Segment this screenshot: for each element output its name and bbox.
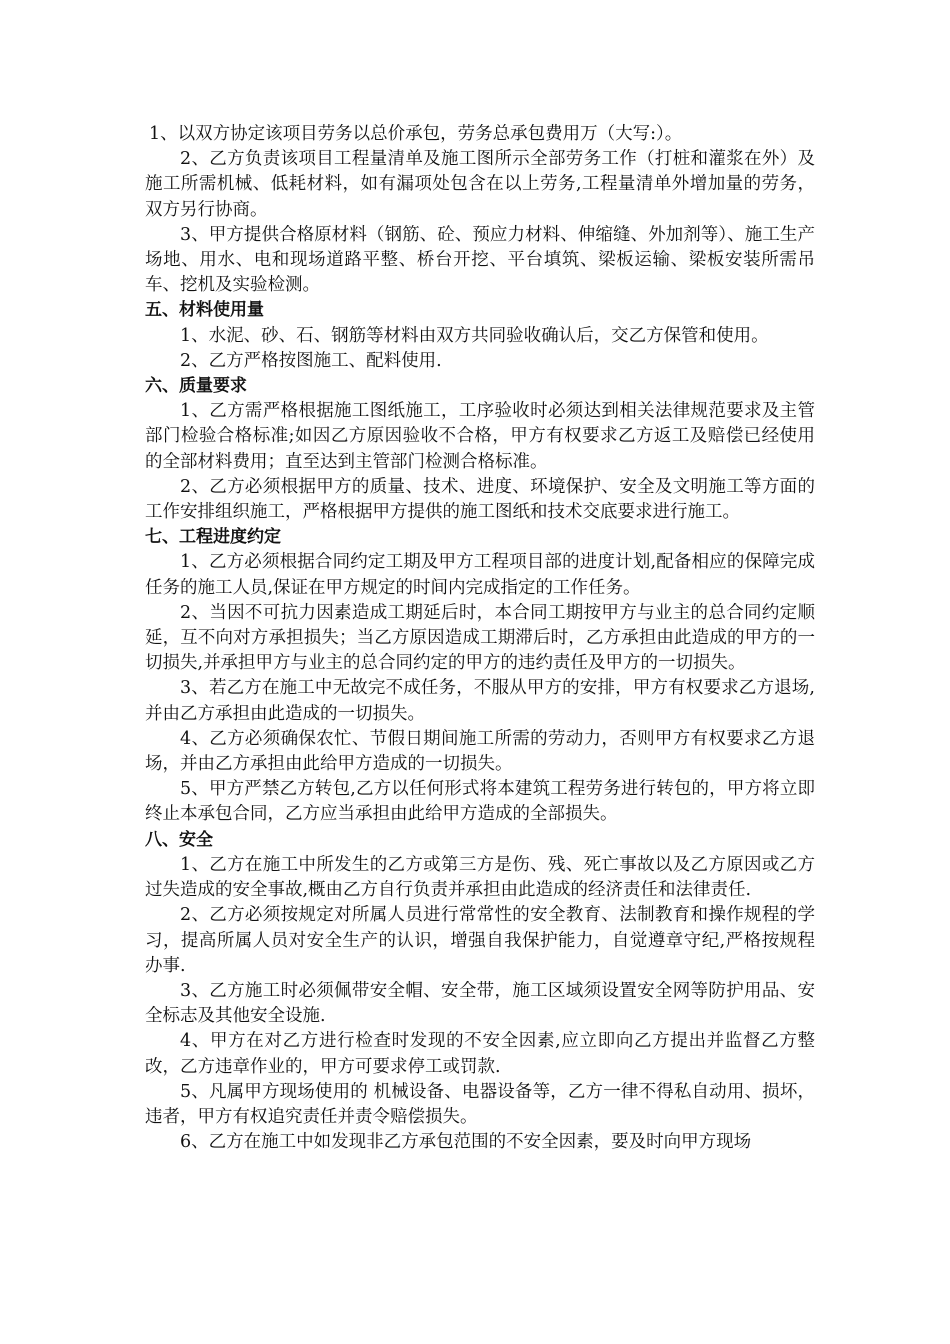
section8-item: 5、凡属甲方现场使用的 机械设备、电器设备等，乙方一律不得私自动用、损坏，违者，甲方有权追究责任并责令赔偿损失。 xyxy=(145,1081,815,1127)
section7-item: 4、乙方必须确保农忙、节假日期间施工所需的劳动力，否则甲方有权要求乙方退场，并由乙方承担由此给甲方造成的一切损失。 xyxy=(145,728,815,775)
section-heading-schedule: 七、工程进度约定 xyxy=(145,527,281,548)
section7-item: 1、乙方必须根据合同约定工期及甲方工程项目部的进度计划,配备相应的保障完成任务的施工人员,保证在甲方规定的时间内完成指定的工作任务。 xyxy=(145,552,815,598)
section5-item: 1、水泥、砂、石、钢筋等材料由双方共同验收确认后，交乙方保管和使用。 xyxy=(180,325,769,346)
section7-item: 2、当因不可抗力因素造成工期延后时，本合同工期按甲方与业主的总合同约定顺延，互不向对方承担损失；当乙方原因造成工期滞后时，乙方承担由此造成的甲方的一切损失,并承担甲方与业主的总合同约定的甲方的违约责任及甲方的一切损失。 xyxy=(145,602,815,674)
section8-item: 3、乙方施工时必须佩带安全帽、安全带，施工区域须设置安全网等防护用品、安全标志及其他安全设施. xyxy=(145,980,815,1027)
section6-item: 2、乙方必须根据甲方的质量、技术、进度、环境保护、安全及文明施工等方面的工作安排组织施工，严格根据甲方提供的施工图纸和技术交底要求进行施工。 xyxy=(145,476,815,523)
section-heading-materials: 五、材料使用量 xyxy=(145,300,264,321)
section5-item: 2、乙方严格按图施工、配料使用. xyxy=(180,350,442,371)
section8-item: 2、乙方必须按规定对所属人员进行常常性的安全教育、法制教育和操作规程的学习，提高所属人员对安全生产的认识，增强自我保护能力，自觉遵章守纪,严格按规程办事. xyxy=(145,905,815,976)
paragraph-supply: 3、甲方提供合格原材料（钢筋、砼、预应力材料、伸缩缝、外加剂等）、施工生产场地、用水、电和现场道路平整、桥台开挖、平台填筑、梁板运输、梁板安装所需吊车、挖机及实验检测。 xyxy=(145,224,815,296)
section-heading-quality: 六、质量要求 xyxy=(145,376,247,397)
section8-item: 4、甲方在对乙方进行检查时发现的不安全因素,应立即向乙方提出并监督乙方整改，乙方违章作业的，甲方可要求停工或罚款. xyxy=(145,1031,815,1077)
section7-item: 5、甲方严禁乙方转包,乙方以任何形式将本建筑工程劳务进行转包的，甲方将立即终止本承包合同，乙方应当承担由此给甲方造成的全部损失。 xyxy=(145,779,815,825)
section8-item: 6、乙方在施工中如发现非乙方承包范围的不安全因素，要及时向甲方现场 xyxy=(180,1132,752,1153)
section6-item: 1、乙方需严格根据施工图纸施工，工序验收时必须达到相关法律规范要求及主管部门检验合格标准;如因乙方原因验收不合格，甲方有权要求乙方返工及赔偿已经使用的全部材料费用；直至达到主管部门检测合格标准。 xyxy=(145,401,815,472)
section8-item: 1、乙方在施工中所发生的乙方或第三方是伤、残、死亡事故以及乙方原因或乙方过失造成的安全事故,概由乙方自行负责并承担由此造成的经济责任和法律责任. xyxy=(145,854,815,901)
document-page xyxy=(145,122,815,1155)
section-heading-safety: 八、安全 xyxy=(145,829,213,850)
section7-item: 3、若乙方在施工中无故完不成任务，不服从甲方的安排，甲方有权要求乙方退场,并由乙方承担由此造成的一切损失。 xyxy=(145,678,815,724)
paragraph-scope: 2、乙方负责该项目工程量清单及施工图所示全部劳务工作（打桩和灌浆在外）及施工所需机械、低耗材料，如有漏项处包含在以上劳务,工程量清单外增加量的劳务，双方另行协商。 xyxy=(145,149,815,220)
paragraph-fee: 1、以双方协定该项目劳务以总价承包，劳务总承包费用万（大写:）。 xyxy=(149,124,683,144)
